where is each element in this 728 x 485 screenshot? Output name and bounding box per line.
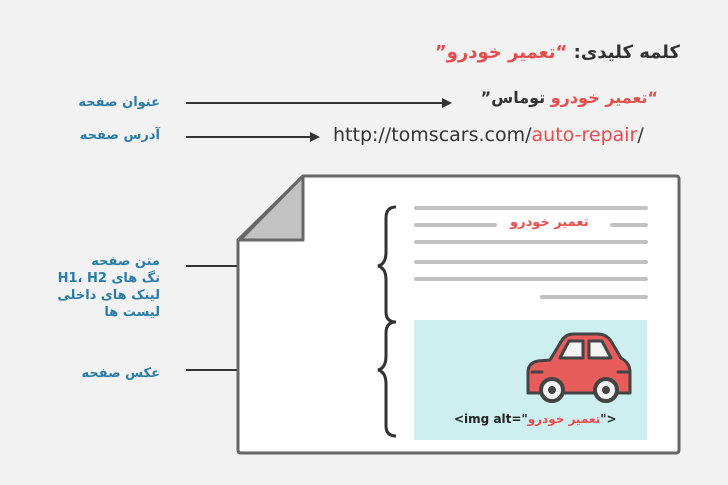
label-page-url: آدرس صفحه	[79, 128, 160, 143]
page-url-example	[333, 124, 644, 146]
body-label-line: تگ های H1، H2	[57, 271, 160, 286]
page-title-example	[481, 88, 658, 107]
url-prefix: http://tomscars.com/	[333, 124, 532, 146]
img-alt-code	[454, 412, 617, 426]
label-page-title: عنوان صفحه	[78, 95, 160, 110]
label-page-body	[57, 253, 160, 321]
body-keyword: تعمیر خودرو	[510, 215, 589, 230]
img-alt-prefix: <img alt="	[454, 412, 528, 426]
keyword-heading	[435, 42, 680, 63]
img-alt-suffix: ">	[600, 412, 617, 426]
page-fold-shade	[240, 176, 303, 240]
url-suffix: /	[637, 124, 644, 146]
label-page-image: عکس صفحه	[81, 366, 160, 381]
body-label-line: لینک های داخلی	[57, 288, 160, 303]
keyword-value: “تعمیر خودرو”	[434, 42, 568, 63]
body-label-line: متن صفحه	[91, 254, 160, 269]
keyword-label: کلمه کلیدی:	[573, 42, 680, 63]
title-rest: توماس”	[480, 88, 551, 107]
img-alt-keyword: تعمیر خودرو	[527, 412, 601, 426]
title-keyword: “تعمیر خودرو	[550, 88, 658, 107]
body-label-line: لیست ها	[104, 305, 160, 320]
url-keyword: auto-repair	[531, 124, 638, 146]
